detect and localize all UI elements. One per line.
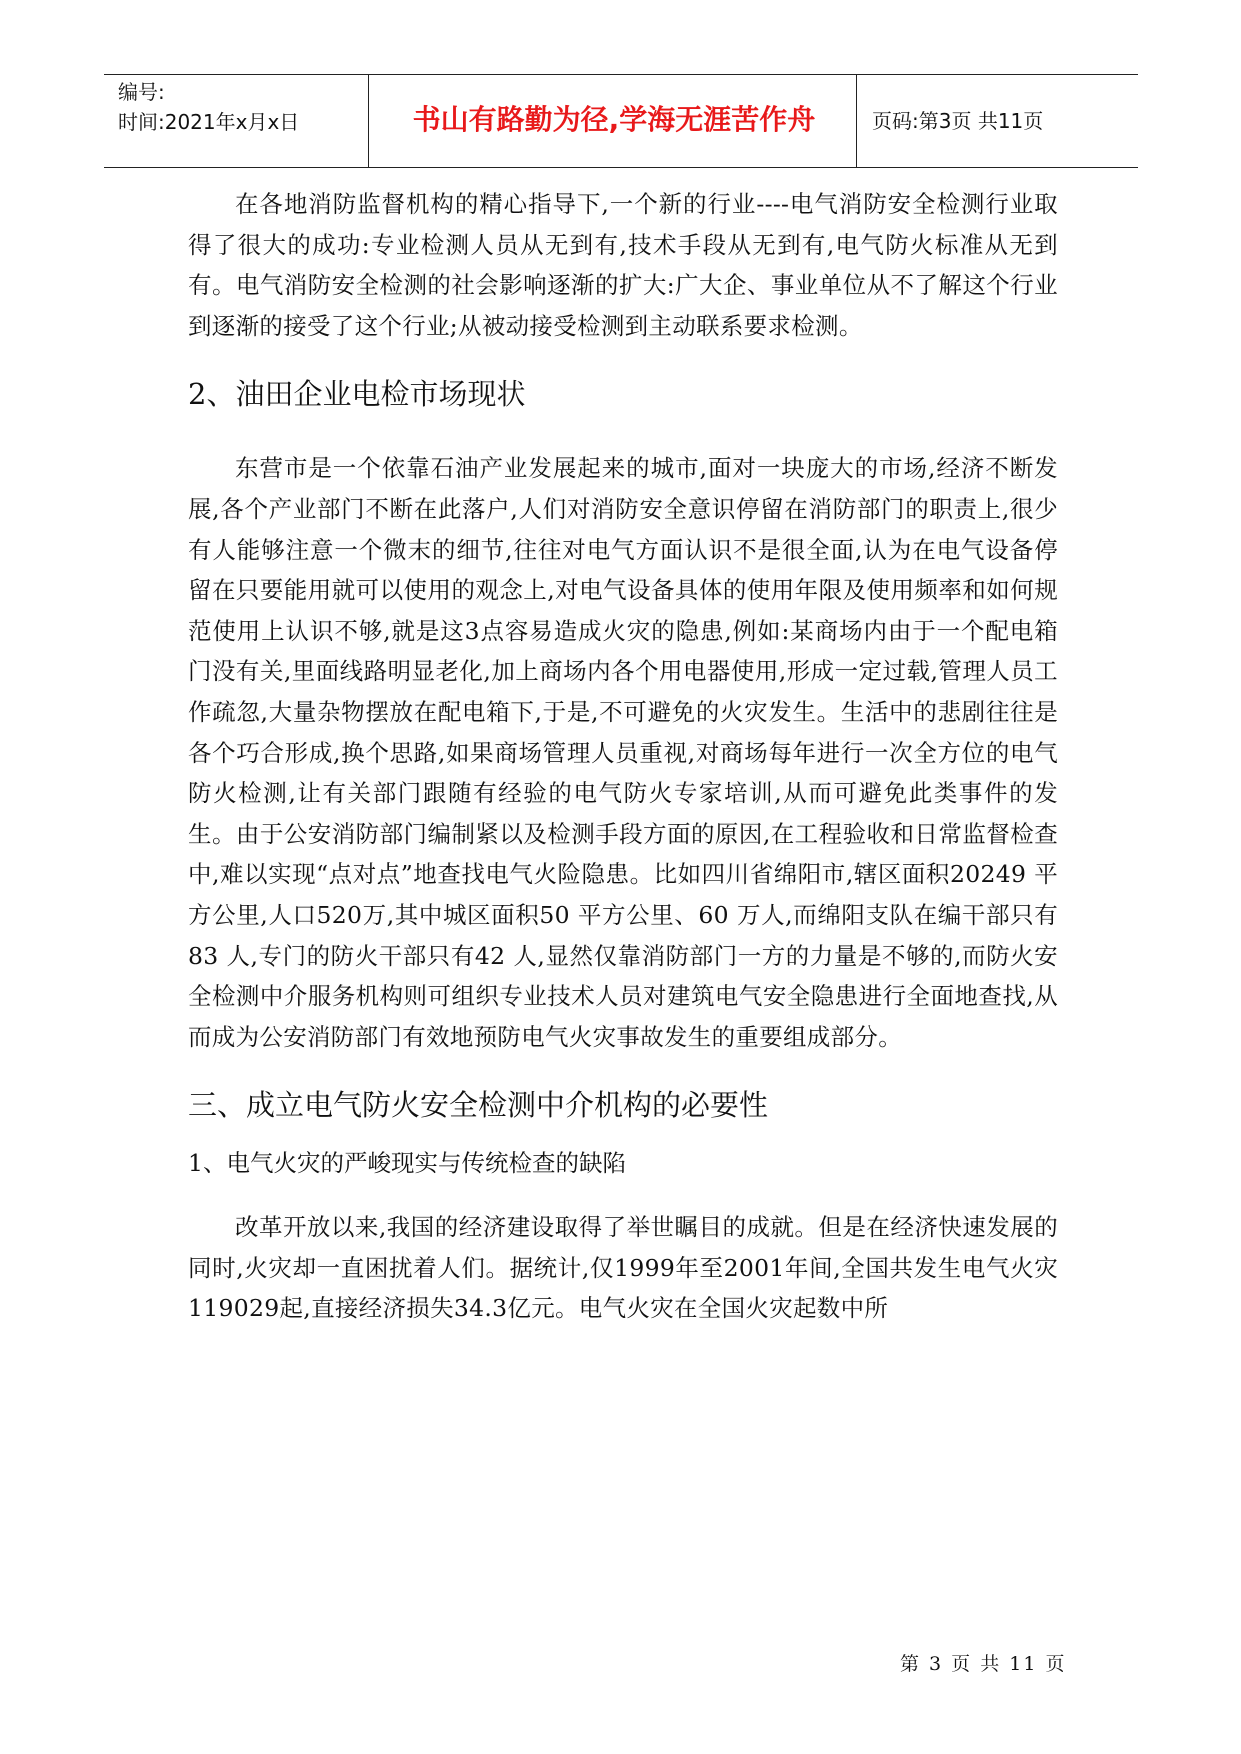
document-number-label: 编号: [118,80,165,104]
header-divider-right [856,75,857,167]
document-time-label: 时间:2021年x月x日 [118,110,300,134]
paragraph-market-status: 东营市是一个依靠石油产业发展起来的城市,面对一块庞大的市场,经济不断发展,各个产业部门不断在此落户,人们对消防安全意识停留在消防部门的职责上,很少有人能够注意一个微末的细节,往往对电气方面认识不是很全面,认为在电气设备停留在只要能用就可以使用的观念上,对电气设备具体的使用年限及使用频率和如何规范使用上认识不够,就是这3点容易造成火灾的隐患,例如:某商场内由于一个配电箱门没有关,里面线路明显老化,加上商场内各个用电器使用,形成一定过载,管理人员工作疏忽,大量杂物摆放在配电箱下,于是,不可避免的火灾发生。生活中的悲剧往往是各个巧合形成,换个思路,如果商场管理人员重视,对商场每年进行一次全方位的电气防火检测,让有关部门跟随有经验的电气防火专家培训,从而可避免此类事件的发生。由于公安消防部门编制紧以及检测手段方面的原因,在工程验收和日常监督检查中,难以实现“点对点”地查找电气火险隐患。比如四川省绵阳市,辖区面积20249 平方公里,人口520万,其中城区面积50 平方公里、60 万人,而绵阳支队在编干部只有83 人,专门的防火干部只有42 人,显然仅靠消防部门一方的力量是不够的,而防火安全检测中介服务机构则可组织专业技术人员对建筑电气安全隐患进行全面地查找,从而成为公安消防部门有效地预防电气火灾事故发生的重要组成部分。 [188,454,1058,1051]
paragraph-intro: 在各地消防监督机构的精心指导下,一个新的行业----电气消防安全检测行业取得了很大的成功:专业检测人员从无到有,技术手段从无到有,电气防火标准从无到有。电气消防安全检测的社会影响逐渐的扩大:广大企、事业单位从不了解这个行业到逐渐的接受了这个行业;从被动接受检测到主动联系要求检测。 [188,190,1058,340]
section-heading-necessity: 三、成立电气防火安全检测中介机构的必要性 [188,1088,769,1123]
section-heading-market-status: 2、油田企业电检市场现状 [188,377,526,412]
paragraph-fire-statistics: 改革开放以来,我国的经济建设取得了举世瞩目的成就。但是在经济快速发展的同时,火灾却一直困扰着人们。据统计,仅1999年至2001年间,全国共发生电气火灾119029起,直接经济损失34.3亿元。电气火灾在全国火灾起数中所 [188,1213,1058,1323]
page-footer: 第 3 页 共 11 页 [900,1653,1067,1675]
document-body [188,184,1058,1329]
header-motto: 书山有路勤为径,学海无涯苦作舟 [412,103,816,136]
subsection-heading-fire-reality: 1、电气火灾的严峻现实与传统检查的缺陷 [188,1149,626,1178]
page-header [104,74,1138,168]
header-divider-left [368,75,369,167]
header-page-info: 页码:第3页 共11页 [872,109,1044,133]
